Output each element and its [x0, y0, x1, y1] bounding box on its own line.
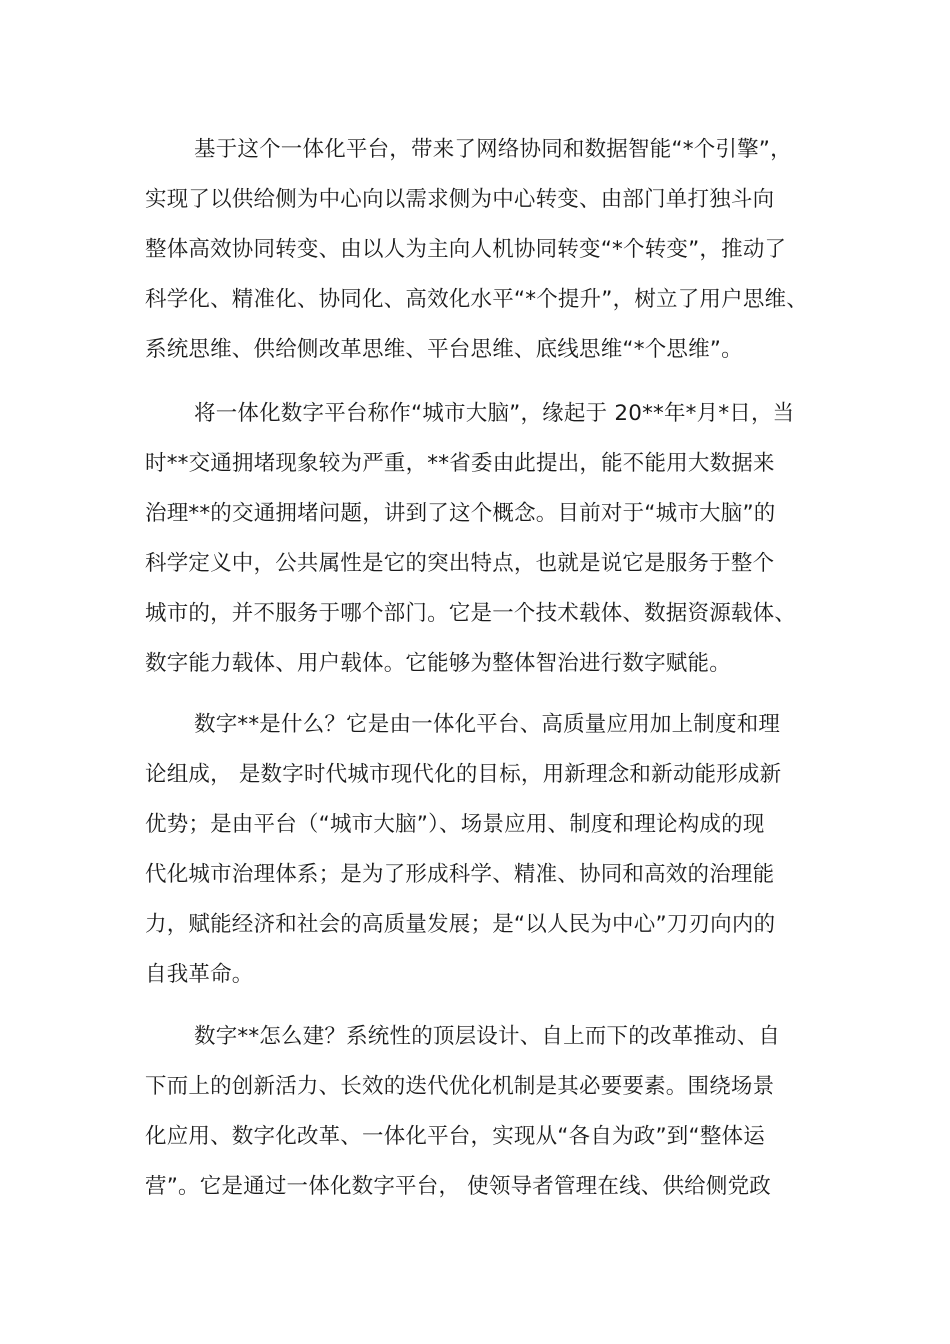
text-line: 论组成， 是数字时代城市现代化的目标，用新理念和新动能形成新	[145, 762, 782, 787]
paragraph-city-brain	[145, 389, 815, 689]
text-line: 基于这个一体化平台，带来了网络协同和数据智能“*个引擎”，	[194, 137, 792, 162]
paragraph-platform-engines	[145, 125, 815, 375]
text-line: 城市的，并不服务于哪个部门。它是一个技术载体、数据资源载体、	[145, 601, 797, 626]
text-line: 数字能力载体、用户载体。它能够为整体智治进行数字赋能。	[145, 651, 731, 676]
text-line: 系统思维、供给侧改革思维、平台思维、底线思维“*个思维”。	[145, 337, 743, 362]
text-line: 实现了以供给侧为中心向以需求侧为中心转变、由部门单打独斗向	[145, 187, 775, 212]
text-line: 优势；是由平台（“城市大脑”）、场景应用、制度和理论构成的现	[145, 812, 765, 837]
text-line: 代化城市治理体系；是为了形成科学、精准、协同和高效的治理能	[145, 862, 775, 887]
text-line: 自我革命。	[145, 962, 254, 987]
paragraph-how-to-build	[145, 1012, 815, 1212]
text-line: 整体高效协同转变、由以人为主向人机协同转变“*个转变”，推动了	[145, 237, 787, 262]
text-line: 科学化、精准化、协同化、高效化水平“*个提升”，树立了用户思维、	[145, 287, 808, 312]
text-line: 力，赋能经济和社会的高质量发展；是“以人民为中心”刀刃向内的	[145, 912, 776, 937]
text-line: 科学定义中，公共属性是它的突出特点，也就是说它是服务于整个	[145, 551, 775, 576]
text-line: 数字**是什么？它是由一体化平台、高质量应用加上制度和理	[194, 712, 781, 737]
text-line: 下而上的创新活力、长效的迭代优化机制是其必要要素。围绕场景	[145, 1074, 775, 1099]
paragraph-what-is-digital	[145, 700, 815, 1000]
text-line: 数字**怎么建？系统性的顶层设计、自上而下的改革推动、自	[194, 1024, 781, 1049]
text-line: 治理**的交通拥堵问题，讲到了这个概念。目前对于“城市大脑”的	[145, 501, 776, 526]
text-line: 化应用、数字化改革、一体化平台，实现从“各自为政”到“整体运	[145, 1124, 765, 1149]
text-line: 营”。它是通过一体化数字平台， 使领导者管理在线、供给侧党政	[145, 1174, 771, 1199]
text-line: 将一体化数字平台称作“城市大脑”，缘起于 20**年*月*日，当	[194, 401, 795, 426]
text-line: 时**交通拥堵现象较为严重，**省委由此提出，能不能用大数据来	[145, 451, 775, 476]
